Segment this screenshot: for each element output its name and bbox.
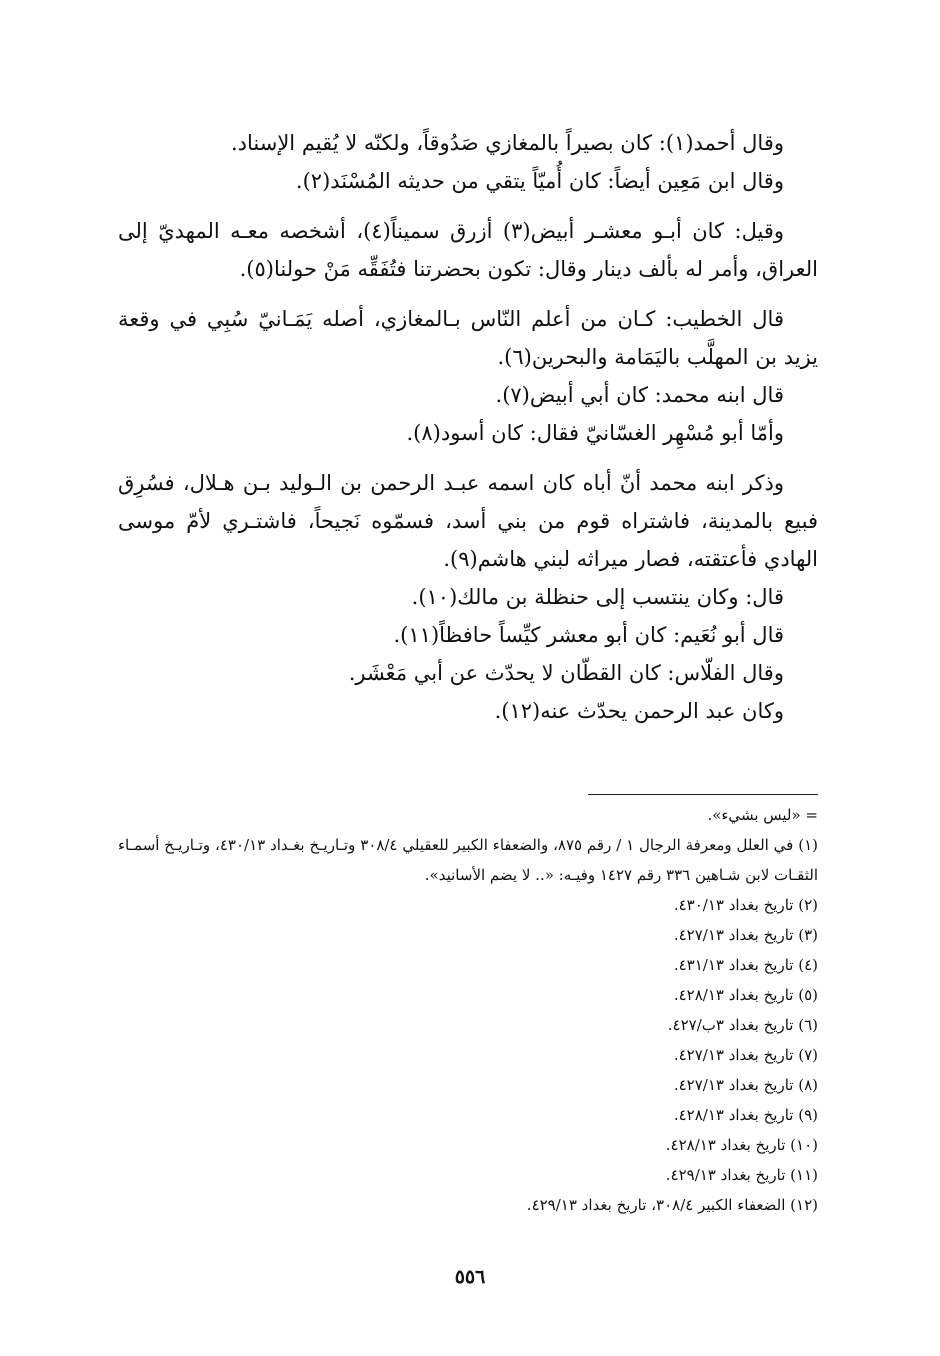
paragraph-fallas: وقال الفلّاس: كان القطّان لا يحدّث عن أبي مَعْشَر. xyxy=(348,661,784,685)
paragraph-ibn-maein: وقال ابن مَعِين أيضاً: كان أُميّاً يتقي من حديثه المُسْنَد(٢). xyxy=(295,169,784,193)
footnote-3: (٣) تاريخ بغداد ٤٢٧/١٣. xyxy=(673,926,818,944)
footnote-5: (٥) تاريخ بغداد ٤٢٨/١٣. xyxy=(673,986,818,1004)
footnote-8: (٨) تاريخ بغداد ٤٢٧/١٣. xyxy=(673,1076,818,1094)
footnote-4: (٤) تاريخ بغداد ٤٣١/١٣. xyxy=(673,956,818,974)
paragraph-lineage: قال: وكان ينتسب إلى حنظلة بن مالك(١٠). xyxy=(411,585,784,609)
footnote-10: (١٠) تاريخ بغداد ٤٢٨/١٣. xyxy=(665,1136,818,1154)
footnote-continuation: = «ليس بشيء». xyxy=(707,806,818,824)
paragraph-ahmad: وقال أحمد(١): كان بصيراً بالمغازي صَدُوقاً، ولكنّه لا يُقيم الإسناد. xyxy=(230,131,784,155)
paragraph-name-origin: وذكر ابنه محمد أنّ أباه كان اسمه عبـد الرحمن بن الـوليد بـن هـلال، فسُرِق فبيع بالمدينة، فاشتراه قوم من بني أسد، فسمّوه نَجيحاً، فاشتـري لأمّ موسى الهادي فأعتقته، فصار ميراثه لبني هاشم(٩). xyxy=(118,471,818,571)
footnote-7: (٧) تاريخ بغداد ٤٢٧/١٣. xyxy=(673,1046,818,1064)
footnotes xyxy=(118,800,818,1220)
paragraph-khatib: قال الخطيب: كـان من أعلم النّاس بـالمغازي، أصله يَمَـانيّ سُبِي في وقعة يزيد بن المهلَّب باليَمَامة والبحرين(٦). xyxy=(118,307,818,369)
footnote-11: (١١) تاريخ بغداد ٤٢٩/١٣. xyxy=(665,1166,818,1184)
paragraph-abu-nuaym: قال أبو نُعَيم: كان أبو معشر كيِّساً حافظاً(١١). xyxy=(393,623,784,647)
footnote-6: (٦) تاريخ بغداد ٣ب/٤٢٧. xyxy=(667,1016,818,1034)
footnote-12: (١٢) الضعفاء الكبير ٣٠٨/٤، تاريخ بغداد ٤٢٩/١٣. xyxy=(526,1196,818,1214)
paragraph-abdurrahman: وكان عبد الرحمن يحدّث عنه(١٢). xyxy=(494,699,784,723)
footnote-separator xyxy=(588,794,818,795)
paragraph-description: وقيل: كان أبـو معشـر أبيض(٣) أزرق سميناً(٤)، أشخصه معـه المهديّ إلى العراق، وأمر له بألف دينار وقال: تكون بحضرتنا فتُفَقِّه مَنْ حولنا(٥). xyxy=(118,219,818,281)
footnote-9: (٩) تاريخ بغداد ٤٢٨/١٣. xyxy=(673,1106,818,1124)
page-number: ٥٥٦ xyxy=(454,1266,486,1288)
paragraph-son-muhammad: قال ابنه محمد: كان أبي أبيض(٧). xyxy=(495,383,784,407)
main-text xyxy=(118,124,818,730)
footnote-2: (٢) تاريخ بغداد ٤٣٠/١٣. xyxy=(673,896,818,914)
footnote-list xyxy=(118,830,818,1220)
paragraph-abu-mushir: وأمّا أبو مُسْهِر الغسّانيّ فقال: كان أسود(٨). xyxy=(406,421,784,445)
footnote-1: (١) في العلل ومعرفة الرجال ١ / رقم ٨٧٥، والضعفاء الكبير للعقيلي ٣٠٨/٤ وتـاريـخ بغـداد ٤٣٠/١٣، وتـاريـخ أسمـاء الثقـات لابن شـاهين ٣٣٦ رقم ١٤٢٧ وفيـه: «.. لا يضم الأسانيد». xyxy=(118,836,818,884)
